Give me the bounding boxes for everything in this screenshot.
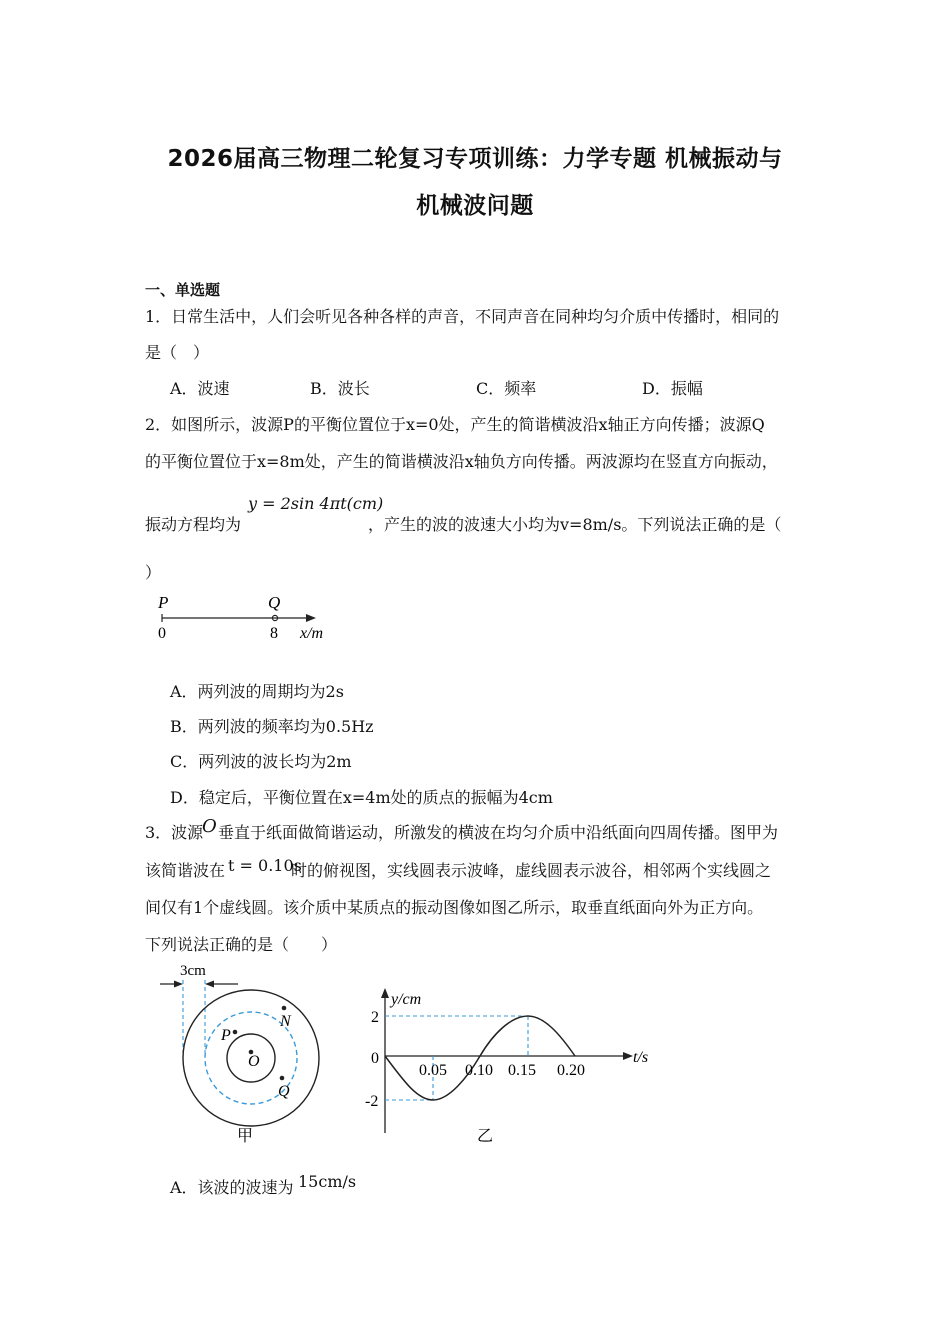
- point-q: [280, 1076, 285, 1081]
- q2-option-c: C．两列波的波长均为2m: [170, 752, 352, 771]
- x-axis-label: t/s: [633, 1049, 649, 1066]
- q2-line1: 2．如图所示，波源P的平衡位置位于x=0处，产生的简谐横波沿x轴正方向传播；波源Q: [145, 415, 765, 434]
- label-p: P: [158, 593, 169, 612]
- q2-option-d: D．稳定后，平衡位置在x=4m处的质点的振幅为4cm: [170, 788, 553, 807]
- x-tick-010: 0.10: [465, 1062, 493, 1079]
- q1-option-d: D．振幅: [642, 379, 703, 398]
- q2-line3-suffix: ，产生的波的波速大小均为v=8m/s。下列说法正确的是（: [368, 515, 782, 534]
- q3-line1-prefix: 3．波源: [145, 823, 204, 842]
- q2-line2: 的平衡位置位于x=8m处，产生的简谐横波沿x轴负方向传播。两波源均在竖直方向振动，: [145, 452, 778, 471]
- q1-option-b: B．波长: [310, 379, 370, 398]
- q3-time-value: t = 0.10s: [228, 856, 302, 875]
- q3-line4: 下列说法正确的是（ ）: [145, 935, 338, 954]
- q3-option-a-value: 15cm/s: [298, 1172, 357, 1191]
- x-tick-015: 0.15: [508, 1062, 536, 1079]
- label-p: P: [221, 1027, 231, 1044]
- q2-formula: y = 2sin 4πt(cm): [248, 494, 384, 513]
- q3-option-a-prefix: A．该波的波速为: [170, 1178, 294, 1197]
- q2-option-a: A．两列波的周期均为2s: [170, 682, 344, 701]
- dim-arrow-left-icon: [205, 981, 214, 988]
- label-o: O: [248, 1053, 260, 1070]
- dim-label: 3cm: [180, 963, 206, 979]
- q3-line2-suffix: 时的俯视图，实线圆表示波峰，虚线圆表示波谷，相邻两个实线圆之: [291, 861, 772, 880]
- x-tick-005: 0.05: [419, 1062, 447, 1079]
- page-title-line2: 机械波问题: [416, 193, 534, 219]
- caption-yi: 乙: [477, 1128, 494, 1145]
- label-eight: 8: [270, 625, 278, 642]
- dim-arrow-right-icon: [174, 981, 183, 988]
- y-tick-neg2: -2: [365, 1093, 379, 1110]
- q3-source-o: O: [202, 816, 217, 837]
- vibration-curve: [385, 1016, 575, 1100]
- label-axis: x/m: [300, 625, 324, 642]
- q2-line3-prefix: 振动方程均为: [145, 515, 242, 534]
- q3-line1-suffix: 垂直于纸面做简谐运动，所激发的横波在均匀介质中沿纸面向四周传播。图甲为: [218, 823, 779, 842]
- section-heading: 一、单选题: [145, 281, 221, 299]
- point-n: [282, 1006, 287, 1011]
- label-zero: 0: [158, 625, 166, 642]
- q1-line1: 1．日常生活中，人们会听见各种各样的声音，不同声音在同种均匀介质中传播时，相同的: [145, 307, 780, 326]
- q2-axis-figure: [150, 588, 350, 644]
- q2-line4: ）: [145, 563, 162, 582]
- q3-line2-prefix: 该简谐波在: [145, 861, 226, 880]
- q3-line3: 间仅有1个虚线圆。该介质中某质点的振动图像如图乙所示，取垂直纸面向外为正方向。: [145, 898, 764, 917]
- q1-option-c: C．频率: [476, 379, 537, 398]
- y-tick-0: 0: [371, 1050, 379, 1067]
- q2-option-b: B．两列波的频率均为0.5Hz: [170, 717, 374, 736]
- point-p: [233, 1030, 238, 1035]
- caption-jia: 甲: [237, 1128, 254, 1145]
- y-axis-label: y/cm: [391, 991, 422, 1008]
- axis-arrow-icon: [306, 614, 316, 622]
- label-q: Q: [268, 593, 281, 612]
- q3-figure-yi: [355, 978, 665, 1148]
- x-tick-020: 0.20: [557, 1062, 585, 1079]
- label-n: N: [280, 1013, 291, 1030]
- y-axis-arrow-icon: [381, 988, 389, 998]
- page-title-line1: 2026届高三物理二轮复习专项训练：力学专题 机械振动与: [167, 146, 783, 172]
- q3-figure-jia: [150, 958, 340, 1148]
- q1-option-a: A．波速: [170, 379, 230, 398]
- y-tick-2: 2: [371, 1009, 379, 1026]
- label-q: Q: [278, 1083, 290, 1100]
- x-axis-arrow-icon: [623, 1052, 633, 1060]
- q1-line2: 是（ ）: [145, 343, 210, 362]
